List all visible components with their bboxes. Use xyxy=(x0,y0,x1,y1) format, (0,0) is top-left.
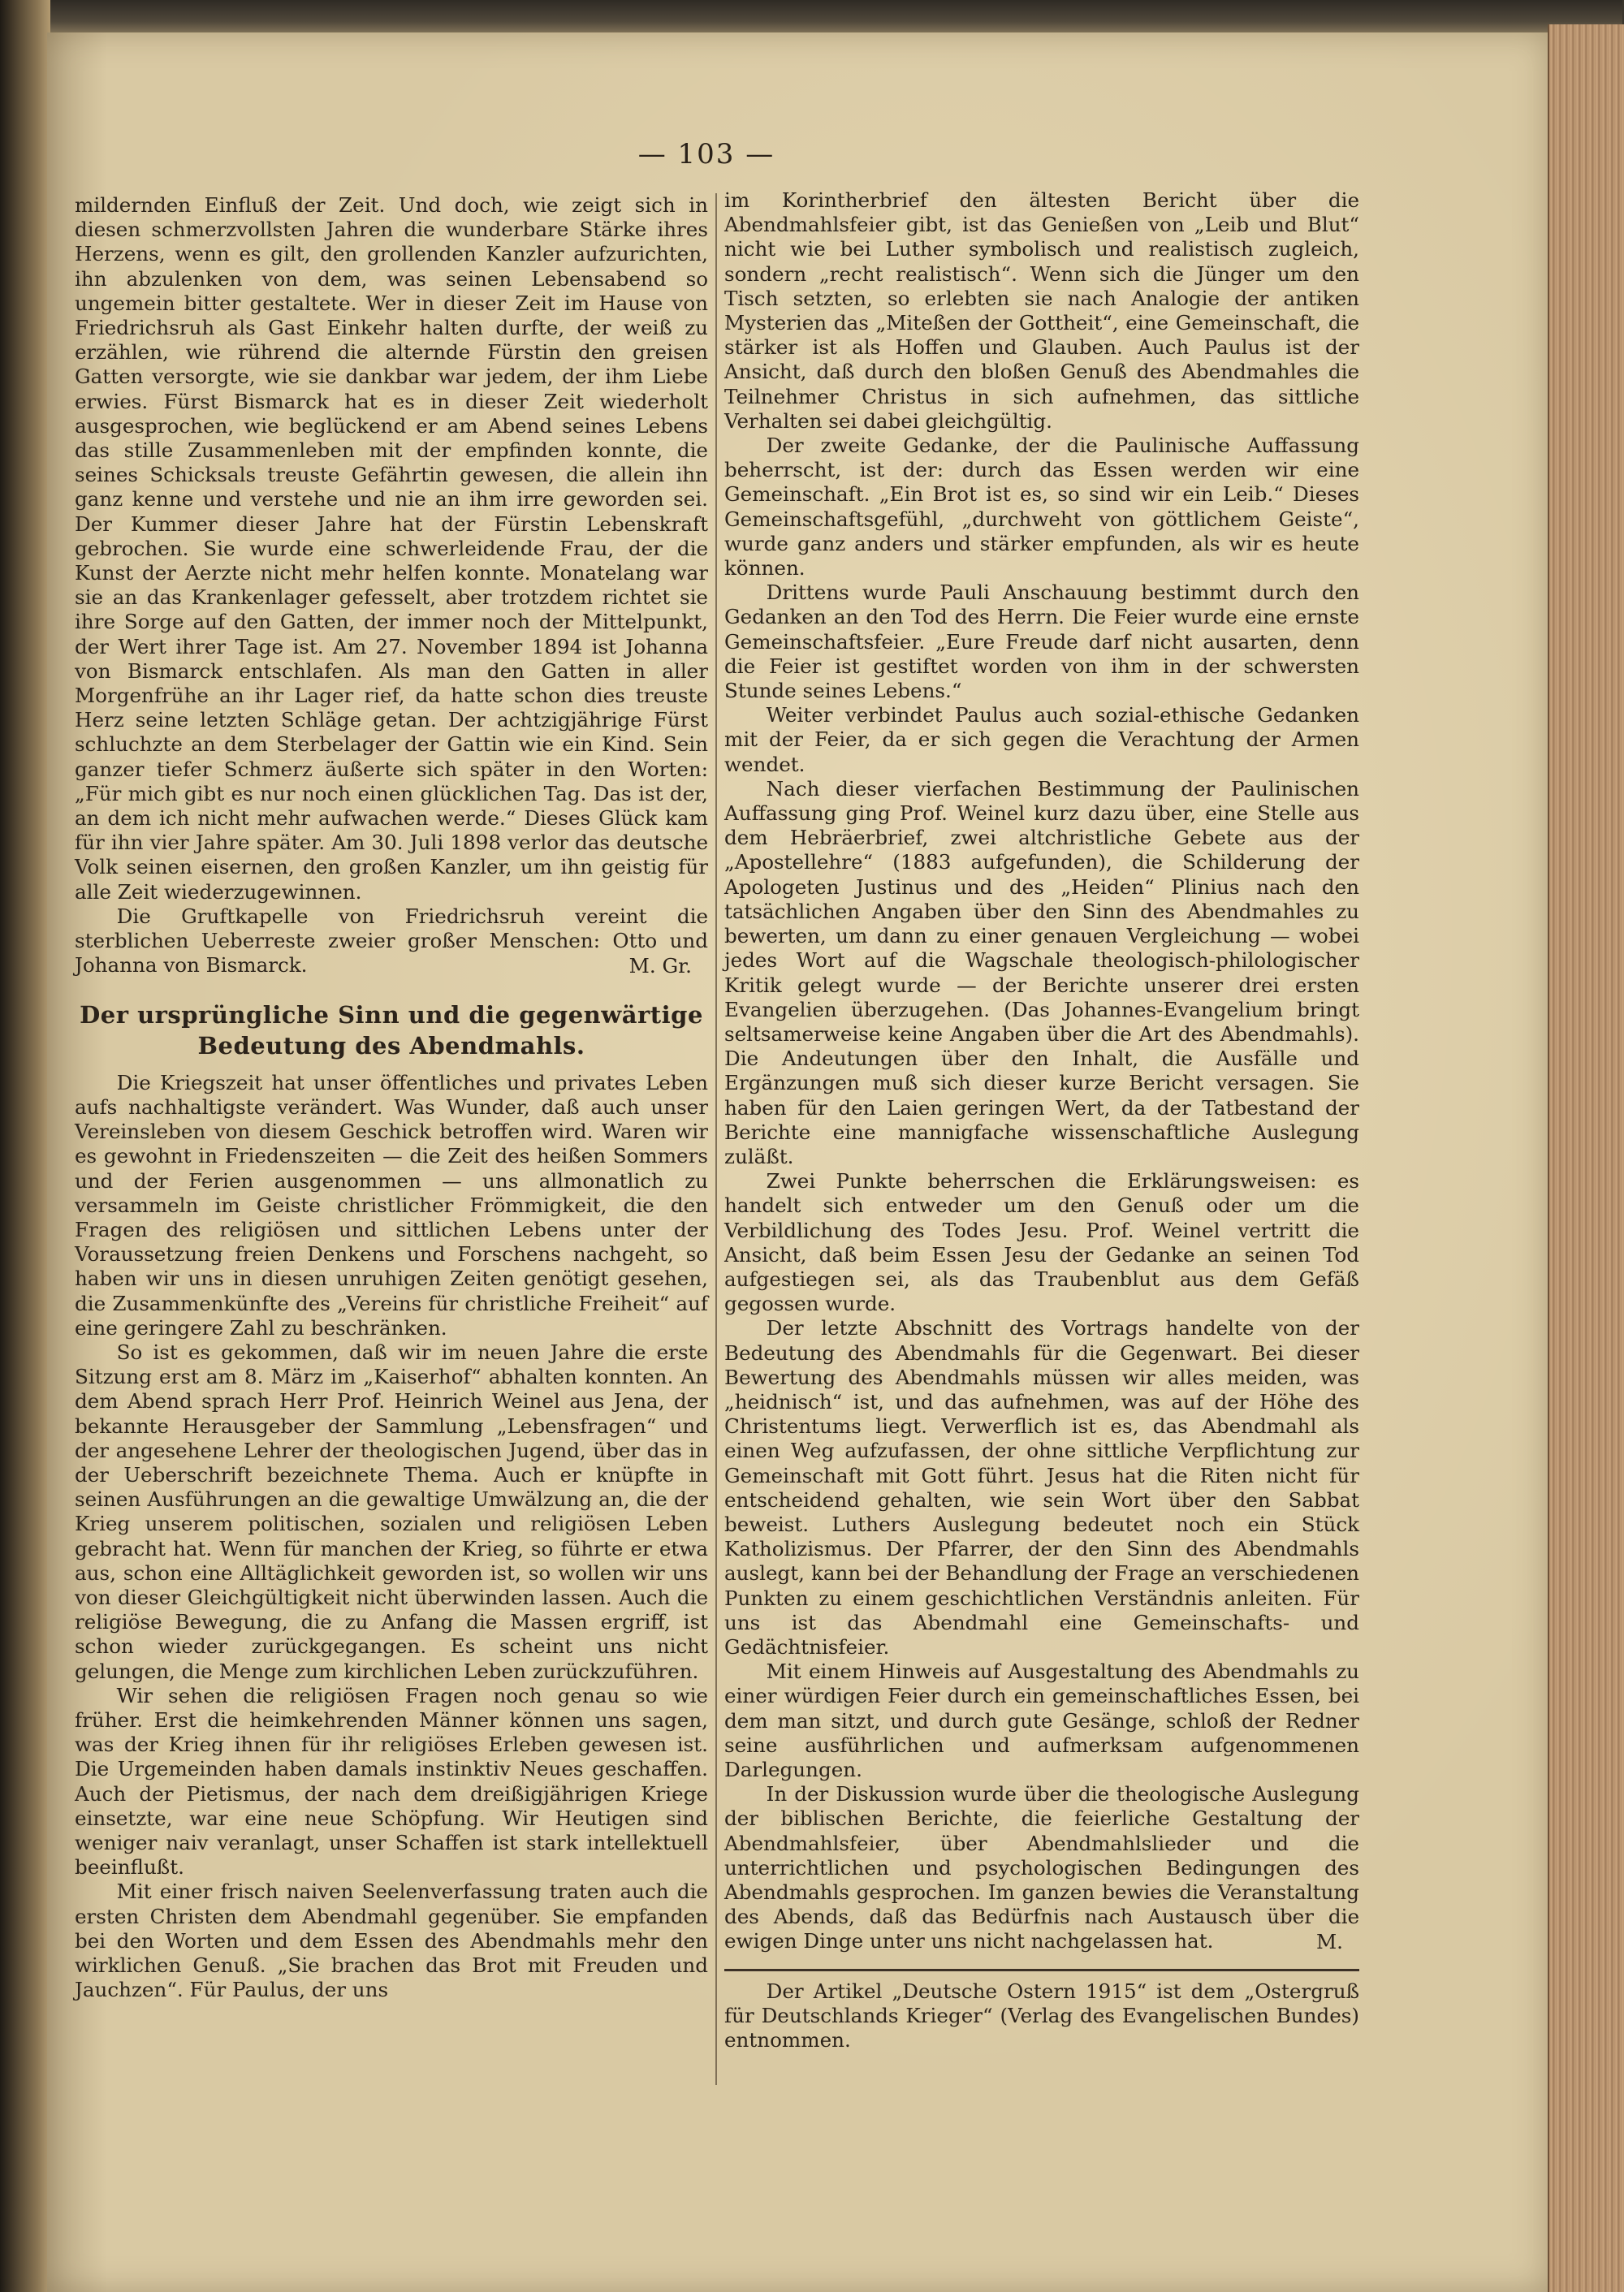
crypt-paragraph: Die Gruftkapelle von Friedrichsruh vereint die sterblichen Ueberreste zweier großer Menschen: Otto und Johanna von Bismarck. xyxy=(75,904,708,978)
body-paragraph: Weiter verbindet Paulus auch sozial-ethische Gedanken mit der Feier, da er sich gegen die Verachtung der Armen wendet. xyxy=(724,703,1359,776)
body-paragraph: Zwei Punkte beherrschen die Erklärungsweisen: es handelt sich entweder um den Genuß oder um die Verbildlichung des Todes Jesu. Prof. Weinel vertritt die Ansicht, daß beim Essen Jesu der Gedanke an seinen Tod aufgestiegen sei, als das Traubenblut aus dem Gefäß gegossen wurde. xyxy=(724,1169,1359,1316)
intro-paragraph: mildernden Einfluß der Zeit. Und doch, wie zeigt sich in diesen schmerzvollsten Jahren die wunderbare Stärke ihres Herzens, wenn es gilt, den grollenden Kanzler aufzurichten, ihn abzulenken von dem, was seinen Lebensabend so ungemein bitter gestaltete. Wer in dieser Zeit im Hause von Friedrichsruh als Gast Einkehr halten durfte, der weiß zu erzählen, wie rührend die alternde Fürstin den greisen Gatten versorgte, wie sie dankbar war jedem, der ihm Liebe erwies. Fürst Bismarck hat es in dieser Zeit wiederholt ausgesprochen, wie beglückend er am Abend seines Lebens das stille Zusammenleben mit der empfinden konnte, die seines Schicksals treuste Gefährtin gewesen, die allein ihn ganz kenne und verstehe und nie an ihm irre geworden sei. Der Kummer dieser Jahre hat der Fürstin Lebenskraft gebrochen. Sie wurde eine schwerleidende Frau, der die Kunst der Aerzte nicht mehr helfen konnte. Monatelang war sie an das Krankenlager gefesselt, aber trotzdem richtet sie ihre Sorge auf den Gatten, der immer noch der Mittelpunkt, der Wert ihrer Tage ist. Am 27. November 1894 ist Johanna von Bismarck entschlafen. Als man den Gatten in aller Morgenfrühe an ihr Lager rief, da hatte schon dies treuste Herz seine letzten Schläge getan. Der achtzigjährige Fürst schluchzte an dem Sterbelager der Gattin wie ein Kind. Sein ganzer tiefer Schmerz äußerte sich später in den Worten: „Für mich gibt es nur noch einen glücklichen Tag. Das ist der, an dem ich nicht mehr aufwachen werde.“ Dieses Glück kam für ihn vier Jahre später. Am 30. Juli 1898 verlor das deutsche Volk seinen eisernen, den großen Kanzler, um ihn geistig für alle Zeit wiederzugewinnen. xyxy=(75,193,708,904)
signature: M. xyxy=(1316,1929,1343,1953)
page-edges xyxy=(1548,24,1624,2292)
body-paragraph: im Korintherbrief den ältesten Bericht über die Abendmahlsfeier gibt, ist das Genießen von „Leib und Blut“ nicht wie bei Luther symbolisch und realistisch zugleich, sondern „recht realistisch“. Wenn sich die Jünger um den Tisch setzten, so erlebten sie nach Analogie der antiken Mysterien das „Miteßen der Gottheit“, eine Gemeinschaft, die stärker ist als Hoffen und Glauben. Auch Paulus ist der Ansicht, daß durch den bloßen Genuß des Abendmahles die Teilnehmer Christus in sich aufnehmen, das sittliche Verhalten sei dabei gleichgültig. xyxy=(724,188,1359,433)
byline: M. Gr. xyxy=(628,953,692,978)
body-paragraph: So ist es gekommen, daß wir im neuen Jahre die erste Sitzung erst am 8. März im „Kaiserhof“ abhalten konnten. An dem Abend sprach Herr Prof. Heinrich Weinel aus Jena, der bekannte Herausgeber der Sammlung „Lebensfragen“ und der angesehene Lehrer der theologischen Jugend, über das in der Ueberschrift bezeichnete Thema. Auch er knüpfte in seinen Ausführungen an die gewaltige Umwälzung an, die der Krieg unserem politischen, sozialen und religiösen Leben gebracht hat. Wenn für manchen der Krieg, so führte er etwa aus, schon eine Alltäglichkeit geworden ist, so wollen wir uns von dieser Gleichgültigkeit nicht überwinden lassen. Auch die religiöse Bewegung, die zu Anfang die Massen ergriff, ist schon wieder zurückgegangen. Es scheint uns nicht gelungen, die Menge zum kirchlichen Leben zurückzuführen. xyxy=(75,1340,708,1683)
column-divider xyxy=(715,193,717,2085)
body-paragraph: Mit einer frisch naiven Seelenverfassung traten auch die ersten Christen dem Abendmahl gegenüber. Sie empfanden bei den Worten und dem Essen des Abendmahls mehr den wirklichen Genuß. „Sie brachen das Brot mit Freuden und Jauchzen“. Für Paulus, der uns xyxy=(75,1880,708,2002)
body-paragraph: In der Diskussion wurde über die theologische Auslegung der biblischen Berichte, die feierliche Gestaltung der Abendmahlsfeier, über Abendmahlslieder und die unterrichtlichen und psychologischen Bedingungen des Abendmahls gesprochen. Im ganzen bewies die Veranstaltung des Abends, daß das Bedürfnis nach Austausch über die ewigen Dinge unter uns nicht nachgelassen hat. xyxy=(724,1782,1359,1953)
footnote-rule xyxy=(724,1969,1359,1971)
body-paragraph: Nach dieser vierfachen Bestimmung der Paulinischen Auffassung ging Prof. Weinel kurz dazu über, eine Stelle aus dem Hebräerbrief, zwei altchristliche Gebete aus der „Apostellehre“ (1883 aufgefunden), die Schilderung der Apologeten Justinus und des „Heiden“ Plinius nach den tatsächlichen Angaben über den Sinn des Abendmahles zu bewerten, um dann zu einer genauen Vergleichung — wobei jedes Wort auf die Wagschale theologisch-philologischer Kritik gelegt wurde — der Berichte unserer drei ersten Evangelien überzugehen. (Das Johannes-Evangelium bringt seltsamerweise keine Angaben über die Art des Abendmahls). Die Andeutungen über den Inhalt, die Ausfälle und Ergänzungen muß sich dieser kurze Bericht versagen. Sie haben für den Laien geringen Wert, da der Tatbestand der Berichte eine mannigfache wissenschaftliche Auslegung zuläßt. xyxy=(724,776,1359,1168)
body-paragraph: Die Kriegszeit hat unser öffentliches und privates Leben aufs nachhaltigste verändert. Was Wunder, daß auch unser Vereinsleben von diesem Geschick betroffen wird. Waren wir es gewohnt in Friedenszeiten — die Zeit des heißen Sommers und der Ferien ausgenommen — uns allmonatlich zu versammeln im Geiste christlicher Frömmigkeit, die den Fragen des religiösen und sittlichen Lebens unter der Voraussetzung freien Denkens und Forschens nachgeht, so haben wir uns in diesen unruhigen Zeiten genötigt gesehen, die Zusammenkünfte des „Vereins für christliche Freiheit“ auf eine geringere Zahl zu beschränken. xyxy=(75,1070,708,1340)
book-spine xyxy=(0,0,50,2292)
body-paragraph: Wir sehen die religiösen Fragen noch genau so wie früher. Erst die heimkehrenden Männer können uns sagen, was der Krieg ihnen für ihr religiöses Erleben gewesen ist. Die Urgemeinden haben damals instinktiv Neues geschaffen. Auch der Pietismus, der nach dem dreißigjährigen Kriege einsetzte, war eine neue Schöpfung. Wir Heutigen sind weniger naiv veranlagt, unser Schaffen ist stark intellektuell beeinflußt. xyxy=(75,1683,708,1880)
body-paragraph: Der zweite Gedanke, der die Paulinische Auffassung beherrscht, ist der: durch das Essen werden wir eine Gemeinschaft. „Ein Brot ist es, so sind wir ein Leib.“ Dieses Gemeinschaftsgefühl, „durchweht von göttlichem Geiste“, wurde ganz anders und stärker empfunden, als wir es heute können. xyxy=(724,434,1359,581)
article-headline: Der ursprüngliche Sinn und die gegenwärtige Bedeutung des Abendmahls. xyxy=(80,1000,703,1060)
right-column xyxy=(724,188,1359,2052)
body-paragraph: Mit einem Hinweis auf Ausgestaltung des Abendmahls zu einer würdigen Feier durch ein gemeinschaftliches Essen, bei dem man sitzt, und durch gute Gesänge, schloß der Redner seine ausführlichen und aufmerksam aufgenommenen Darlegungen. xyxy=(724,1660,1359,1781)
body-paragraph: Der letzte Abschnitt des Vortrags handelte von der Bedeutung des Abendmahls für die Gegenwart. Bei dieser Bewertung des Abendmahls müssen wir alles meiden, was „heidnisch“ ist, und das aufnehmen, was auf der Höhe des Christentums liegt. Verwerflich ist es, das Abendmahl als einen Weg aufzufassen, der ohne sittliche Verpflichtung zur Gemeinschaft mit Gott führt. Jesus hat die Riten nicht für entscheidend gehalten, wie sein Wort über den Sabbat beweist. Luthers Auslegung bedeutet noch ein Stück Katholizismus. Der Pfarrer, der den Sinn des Abendmahls auslegt, kann bei der Behandlung der Frage an verschiedenen Punkten zu einem geschichtlichen Verständnis anleiten. Für uns ist das Abendmahl eine Gemeinschafts- und Gedächtnisfeier. xyxy=(724,1316,1359,1659)
book-top-shadow xyxy=(47,0,1622,36)
page-number: — 103 — xyxy=(637,138,775,170)
body-paragraph: Drittens wurde Pauli Anschauung bestimmt durch den Gedanken an den Tod des Herrn. Die Feier wurde eine ernste Gemeinschaftsfeier. „Eure Freude darf nicht ausarten, denn die Feier ist gestiftet worden von ihm in der schwersten Stunde seines Lebens.“ xyxy=(724,581,1359,703)
footnote: Der Artikel „Deutsche Ostern 1915“ ist dem „Ostergruß für Deutschlands Krieger“ (Verlag des Evangelischen Bundes) entnommen. xyxy=(724,1979,1359,2052)
left-column xyxy=(75,193,708,2002)
